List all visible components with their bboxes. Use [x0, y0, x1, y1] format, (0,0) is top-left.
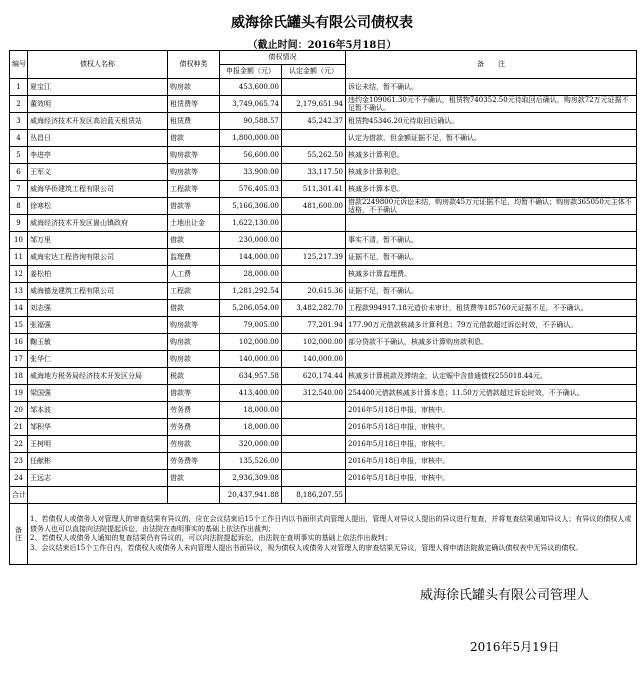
cell-creditor: 张福强	[28, 317, 168, 334]
cell-no: 21	[10, 419, 28, 436]
cell-creditor: 邹万里	[28, 232, 168, 249]
cell-confirmed	[282, 266, 346, 283]
cell-creditor: 梁国强	[28, 385, 168, 402]
table-row	[10, 470, 637, 487]
cell-confirmed: 511,301.41	[282, 181, 346, 198]
table-row	[10, 385, 637, 402]
cell-confirmed: 125,217.39	[282, 249, 346, 266]
cell-no: 9	[10, 215, 28, 232]
cell-declared: 1,622,130.00	[220, 215, 282, 232]
cell-no: 20	[10, 402, 28, 419]
table-row	[10, 147, 637, 164]
cell-no: 8	[10, 198, 28, 215]
cell-type: 购房款	[168, 351, 220, 368]
cell-confirmed	[282, 130, 346, 147]
cell-type: 借款	[168, 232, 220, 249]
cell-confirmed: 2,179,651.94	[282, 96, 346, 113]
remark-line-3: 3、会议结束后15个工作日内，若债权人或债务人未向管理人提出书面异议，视为债权人或债务人对管理人的审查结果无异议，管理人将申请法院裁定确认债权表中无异议的债权。	[30, 543, 583, 552]
remark-line-2: 2、若债权人或债务人通知的复查结果仍有异议的，可以向法院提起诉讼，由法院在查明事实的基础上依法作出裁判；	[30, 534, 392, 543]
cell-confirmed	[282, 402, 346, 419]
table-row	[10, 198, 637, 215]
cell-confirmed: 140,000.00	[282, 351, 346, 368]
cell-no: 3	[10, 113, 28, 130]
cell-type: 人工费	[168, 266, 220, 283]
total-confirmed: 8,186,207.55	[282, 487, 346, 504]
cell-type: 劳务费	[168, 419, 220, 436]
table-row	[10, 334, 637, 351]
cell-declared: 1,800,000.00	[220, 130, 282, 147]
cell-creditor: 刘志强	[28, 300, 168, 317]
remarks-row	[10, 504, 637, 565]
cell-declared: 144,000.00	[220, 249, 282, 266]
cell-type: 购房款等	[168, 147, 220, 164]
cell-no: 13	[10, 283, 28, 300]
cell-type: 借款	[168, 470, 220, 487]
table-row	[10, 368, 637, 385]
cell-remark: 2016年5月18日申报，审核中。	[346, 419, 637, 436]
cell-no: 24	[10, 470, 28, 487]
total-label: 合计	[10, 487, 28, 504]
header-type: 债权种类	[168, 51, 220, 79]
cell-declared: 56,600.00	[220, 147, 282, 164]
cell-remark: 借款2249800元诉讼未结，购房款45万元证据不足，均暂不确认；购房款365050元主体不适格，不予确认	[346, 198, 637, 215]
cell-declared: 90,588.57	[220, 113, 282, 130]
cell-no: 12	[10, 266, 28, 283]
cell-type: 购房款	[168, 79, 220, 96]
signer-name: 威海徐氏罐头有限公司管理人	[420, 588, 590, 603]
cell-type: 租赁费	[168, 113, 220, 130]
cell-remark: 证据不足，暂不确认。	[346, 283, 637, 300]
cell-declared: 102,000.00	[220, 334, 282, 351]
cell-declared: 230,000.00	[220, 232, 282, 249]
cell-type: 租赁费等	[168, 96, 220, 113]
cell-type: 购房款等	[168, 317, 220, 334]
cell-remark: 核减多计算税款及滞纳金，认定赈中含普通债权255018.44元。	[346, 368, 637, 385]
cell-no: 14	[10, 300, 28, 317]
cell-remark: 254400元借款核减多计算本息；11.50万元借款超过诉讼时效，不予确认。	[346, 385, 637, 402]
cell-no: 22	[10, 436, 28, 453]
cell-type: 劳房款	[168, 436, 220, 453]
total-declared: 20,437,941.88	[220, 487, 282, 504]
cell-confirmed	[282, 419, 346, 436]
cell-confirmed	[282, 79, 346, 96]
cell-no: 16	[10, 334, 28, 351]
cell-remark: 核减多计算本息。	[346, 181, 637, 198]
cell-creditor: 威海地方税务局经济技术开发区分局	[28, 368, 168, 385]
claims-table	[9, 50, 637, 565]
cell-creditor: 鞠玉敏	[28, 334, 168, 351]
cell-creditor: 王军义	[28, 164, 168, 181]
cell-type: 借款等	[168, 385, 220, 402]
cell-creditor: 王树明	[28, 436, 168, 453]
cell-declared: 413,400.00	[220, 385, 282, 402]
cell-creditor: 张华仁	[28, 351, 168, 368]
cell-confirmed: 481,600.00	[282, 198, 346, 215]
table-row	[10, 402, 637, 419]
cell-declared: 320,000.00	[220, 436, 282, 453]
cell-declared: 18,000.00	[220, 402, 282, 419]
cell-remark: 177.90万元借款核减多计算利息；79万元借款超过诉讼时效，不予确认。	[346, 317, 637, 334]
cell-confirmed: 3,482,282.70	[282, 300, 346, 317]
header-creditor: 债权人名称	[28, 51, 168, 79]
cell-type: 劳务费	[168, 402, 220, 419]
cell-declared: 453,600.00	[220, 79, 282, 96]
cell-no: 2	[10, 96, 28, 113]
table-row	[10, 181, 637, 198]
cell-declared: 79,005.00	[220, 317, 282, 334]
table-row	[10, 351, 637, 368]
cell-no: 17	[10, 351, 28, 368]
table-row	[10, 419, 637, 436]
table-row	[10, 317, 637, 334]
remarks-content	[28, 504, 637, 565]
cell-remark: 部分贷款不予确认，核减多计算购房款利息。	[346, 334, 637, 351]
table-row	[10, 164, 637, 181]
document-subtitle: （截止时间：2016年5月18日）	[247, 40, 397, 51]
cell-type: 工程款等	[168, 181, 220, 198]
cell-remark: 2016年5月18日申报，审核中。	[346, 436, 637, 453]
cell-no: 1	[10, 79, 28, 96]
remark-line-1: 1、若债权人或债务人对管理人的审查结果有异议的，应在会议结束后15个工作日内以书面形式向管理人提出，管理人对异议人提出的异议进行复查，并将复查结果通知异议人；有异议的债权人或债务人也可以直接向法院提起诉讼，由法院在查明事实的基础上依法作出裁判；	[30, 515, 632, 533]
cell-no: 15	[10, 317, 28, 334]
cell-creditor: 威海经济技术开发区高泊蓝天租赁站	[28, 113, 168, 130]
cell-creditor: 威海德龙建筑工程有限公司	[28, 283, 168, 300]
cell-confirmed: 20,615.36	[282, 283, 346, 300]
cell-remark: 2016年5月18日申报，审核中。	[346, 453, 637, 470]
cell-declared: 18,000.00	[220, 419, 282, 436]
cell-declared: 5,166,306.00	[220, 198, 282, 215]
table-row	[10, 215, 637, 232]
cell-type: 购房款等	[168, 164, 220, 181]
table-row	[10, 283, 637, 300]
cell-creditor: 董效明	[28, 96, 168, 113]
cell-no: 4	[10, 130, 28, 147]
cell-type: 土地出让金	[168, 215, 220, 232]
table-row	[10, 130, 637, 147]
cell-remark: 核减多计算利息。	[346, 164, 637, 181]
cell-creditor: 丛昌日	[28, 130, 168, 147]
cell-type: 税款	[168, 368, 220, 385]
table-row	[10, 436, 637, 453]
cell-creditor: 邹积华	[28, 419, 168, 436]
total-row	[10, 487, 637, 504]
cell-remark: 租赁物45346.20元待取回后确认。	[346, 113, 637, 130]
cell-remark: 诉讼未结，暂不确认。	[346, 79, 637, 96]
cell-confirmed: 33,117.50	[282, 164, 346, 181]
cell-creditor: 邹本波	[28, 402, 168, 419]
header-confirmed-amount: 认定金额（元）	[282, 65, 346, 79]
table-row	[10, 96, 637, 113]
cell-type: 工程款	[168, 283, 220, 300]
cell-confirmed	[282, 470, 346, 487]
cell-declared: 576,405.03	[220, 181, 282, 198]
cell-remark: 认定为借款，但金额证据不足，暂不确认。	[346, 130, 637, 147]
table-row	[10, 300, 637, 317]
cell-type: 监理费	[168, 249, 220, 266]
cell-type: 借款等	[168, 198, 220, 215]
cell-creditor: 夏宝江	[28, 79, 168, 96]
cell-confirmed	[282, 232, 346, 249]
cell-declared: 634,957.58	[220, 368, 282, 385]
cell-remark: 工程款994917.18元造价未审计，租赁费等185760元证据不足，不予确认。	[346, 300, 637, 317]
table-row	[10, 249, 637, 266]
cell-type: 借款	[168, 130, 220, 147]
cell-confirmed	[282, 215, 346, 232]
header-claim-status: 债权情况	[220, 51, 346, 65]
remarks-label: 备注	[10, 504, 28, 565]
cell-no: 11	[10, 249, 28, 266]
table-body	[10, 79, 637, 487]
cell-creditor: 威海经济技术开发区崮山镇政府	[28, 215, 168, 232]
header-no: 编号	[10, 51, 28, 79]
table-row	[10, 453, 637, 470]
cell-confirmed: 77,201.94	[282, 317, 346, 334]
document-title: 威海徐氏罐头有限公司债权表	[231, 15, 413, 31]
sign-date: 2016年5月19日	[470, 640, 560, 654]
cell-declared: 28,000.00	[220, 266, 282, 283]
cell-no: 18	[10, 368, 28, 385]
cell-confirmed	[282, 436, 346, 453]
cell-creditor: 威海华侨建筑工程有限公司	[28, 181, 168, 198]
cell-creditor: 任献彬	[28, 453, 168, 470]
cell-remark	[346, 351, 637, 368]
cell-creditor: 徐寒松	[28, 198, 168, 215]
cell-remark: 事实不清，暂不确认。	[346, 232, 637, 249]
table-row	[10, 266, 637, 283]
cell-no: 10	[10, 232, 28, 249]
header-declared-amount: 申报金额（元）	[220, 65, 282, 79]
cell-remark: 2016年5月18日申报，审核中。	[346, 470, 637, 487]
cell-confirmed: 312,540.00	[282, 385, 346, 402]
cell-type: 劳务费等	[168, 453, 220, 470]
cell-no: 19	[10, 385, 28, 402]
cell-remark: 2016年5月18日申报，审核中。	[346, 402, 637, 419]
cell-creditor: 李进亭	[28, 147, 168, 164]
cell-no: 7	[10, 181, 28, 198]
cell-creditor: 王远志	[28, 470, 168, 487]
cell-declared: 2,936,309.08	[220, 470, 282, 487]
cell-declared: 5,206,054.00	[220, 300, 282, 317]
cell-creditor: 姜松柏	[28, 266, 168, 283]
cell-confirmed: 620,174.44	[282, 368, 346, 385]
table-row	[10, 232, 637, 249]
cell-no: 5	[10, 147, 28, 164]
cell-declared: 135,526.00	[220, 453, 282, 470]
cell-declared: 3,749,065.74	[220, 96, 282, 113]
cell-declared: 1,281,292.54	[220, 283, 282, 300]
cell-confirmed: 102,000.00	[282, 334, 346, 351]
cell-remark: 违约金109061.30元不予确认，租赁物740352.50元待取回后确认，购房款72万元证据不足暂不确认。	[346, 96, 637, 113]
cell-confirmed	[282, 453, 346, 470]
cell-no: 6	[10, 164, 28, 181]
cell-remark: 核减多计算监理费。	[346, 266, 637, 283]
cell-creditor: 威海宏达工程咨询有限公司	[28, 249, 168, 266]
cell-confirmed: 55,262.50	[282, 147, 346, 164]
cell-remark: 核减多计算利息。	[346, 147, 637, 164]
cell-no: 23	[10, 453, 28, 470]
cell-type: 借款	[168, 300, 220, 317]
cell-type: 购房款	[168, 334, 220, 351]
cell-declared: 33,900.00	[220, 164, 282, 181]
table-row	[10, 113, 637, 130]
cell-confirmed: 45,242.37	[282, 113, 346, 130]
cell-remark	[346, 215, 637, 232]
cell-declared: 140,000.00	[220, 351, 282, 368]
table-row	[10, 79, 637, 96]
cell-remark: 证据不足，暂不确认。	[346, 249, 637, 266]
header-remark: 备 注	[346, 51, 637, 79]
